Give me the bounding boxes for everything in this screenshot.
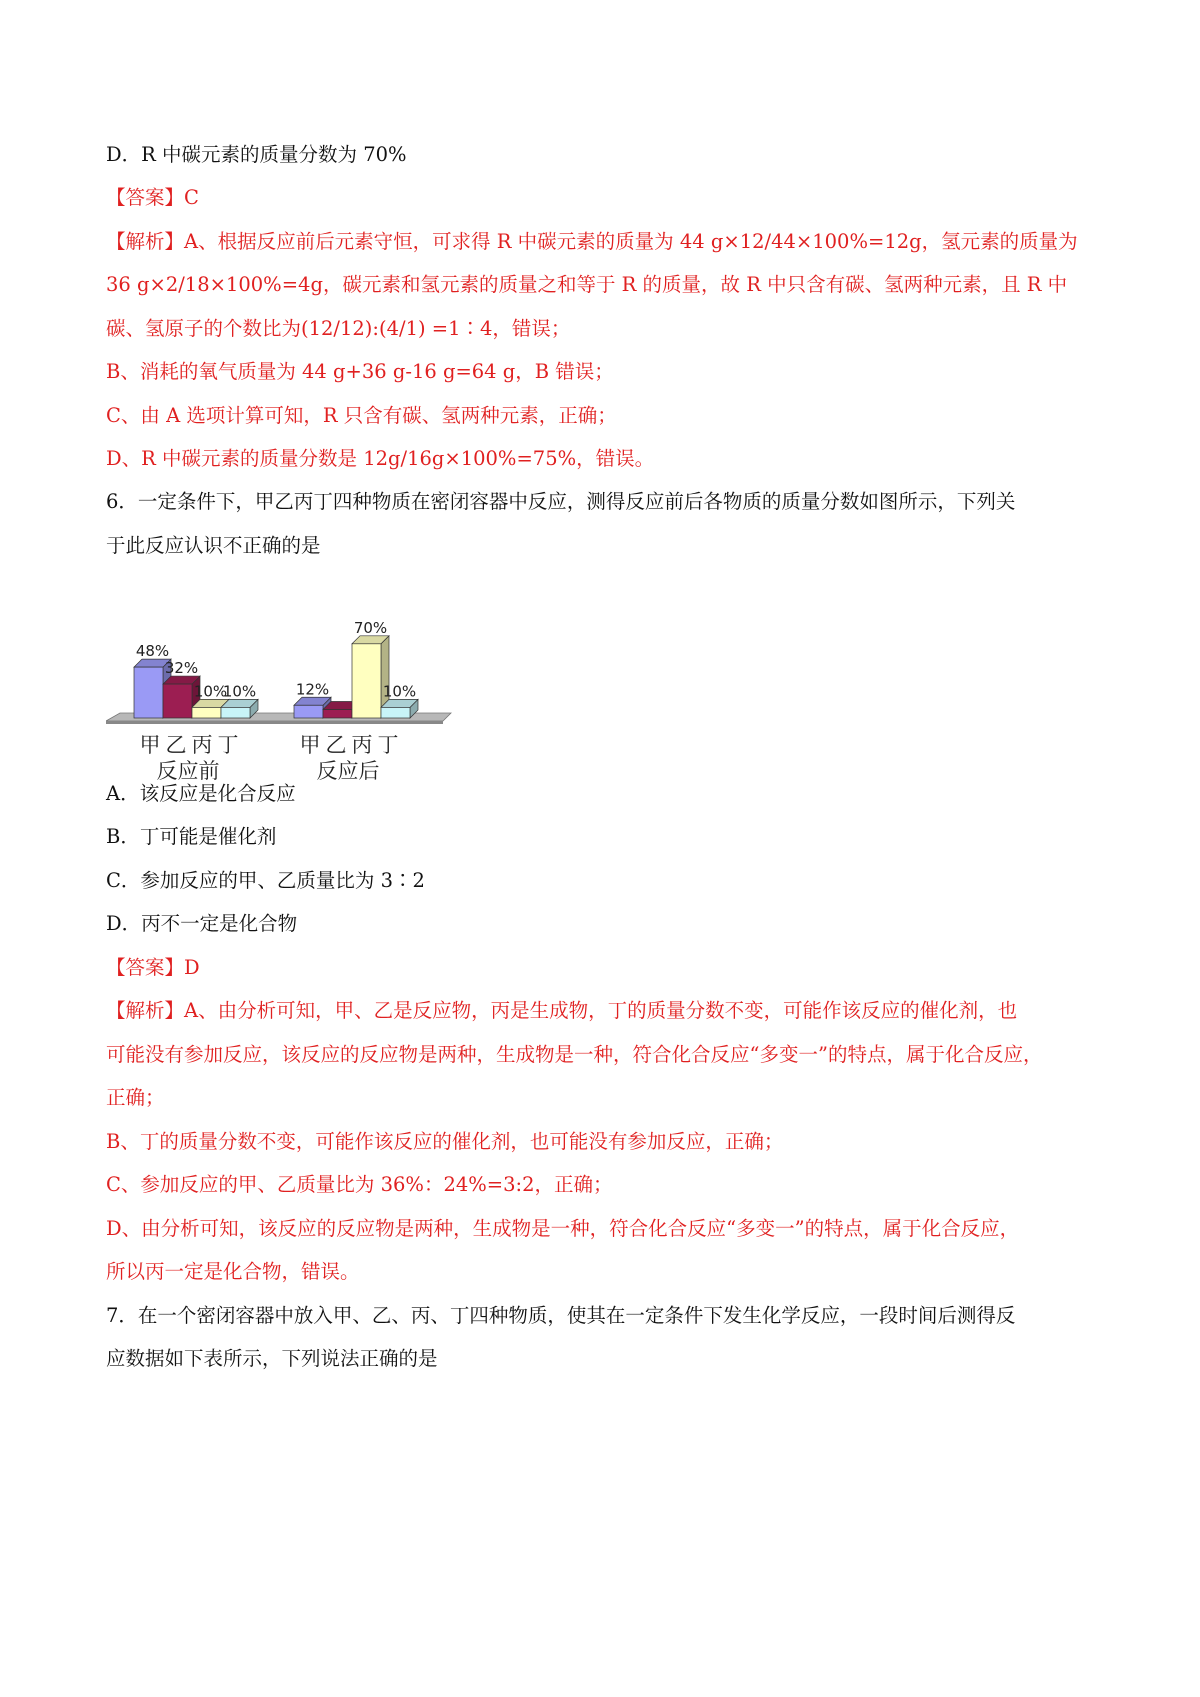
- bar-1-1: [323, 710, 352, 718]
- analysis-q6-d-line1: D、由分析可知，该反应的反应物是两种，生成物是一种，符合化合反应“多变一”的特点，属于化合反应，: [106, 1217, 1020, 1240]
- question-7-line1: 7．在一个密闭容器中放入甲、乙、丙、丁四种物质，使其在一定条件下发生化学反应，一段时间后测得反: [106, 1304, 1016, 1327]
- category-label-0-0: 甲: [139, 733, 161, 757]
- bar-label-0-2: 10%: [193, 682, 228, 701]
- analysis-q5-line3: 碳、氢原子的个数比为(12/12):(4/1) =1∶4，错误；: [106, 317, 571, 340]
- option-a-q6: A．该反应是化合反应: [106, 782, 296, 805]
- bar-label-1-3: 10%: [382, 682, 417, 701]
- analysis-q6-c: C、参加反应的甲、乙质量比为 36%：24%=3:2，正确；: [106, 1173, 613, 1196]
- category-label-0-3: 丁: [217, 733, 239, 757]
- category-label-0-1: 乙: [165, 733, 187, 757]
- analysis-q5-d: D、R 中碳元素的质量分数是 12g/16g×100%=75%，错误。: [106, 447, 655, 470]
- bar-1-2: [352, 644, 381, 718]
- bar-label-1-0: 12%: [295, 680, 330, 699]
- category-label-1-3: 丁: [377, 733, 399, 757]
- analysis-q5-line2: 36 g×2/18×100%=4g，碳元素和氢元素的质量之和等于 R 的质量，故 R 中只含有碳、氢两种元素，且 R 中: [106, 273, 1068, 296]
- bar-0-0: [134, 667, 163, 718]
- question-6-line2: 于此反应认识不正确的是: [106, 534, 321, 557]
- bar-0-3: [221, 707, 250, 718]
- chart-floor-edge: [106, 721, 443, 724]
- option-b-q6: B．丁可能是催化剂: [106, 825, 277, 848]
- analysis-q6-b: B、丁的质量分数不变，可能作该反应的催化剂，也可能没有参加反应，正确；: [106, 1130, 784, 1153]
- bar-label-0-3: 10%: [222, 682, 257, 701]
- bar-1-3: [381, 707, 410, 718]
- category-label-1-1: 乙: [325, 733, 347, 757]
- bar-label-0-1: 32%: [164, 659, 199, 678]
- analysis-q5-c: C、由 A 选项计算可知，R 只含有碳、氢两种元素，正确；: [106, 404, 617, 427]
- category-label-1-2: 丙: [351, 733, 373, 757]
- bar-0-2: [192, 707, 221, 718]
- question-6-line1: 6．一定条件下，甲乙丙丁四种物质在密闭容器中反应，测得反应前后各物质的质量分数如图所示，下列关: [106, 490, 1016, 513]
- bar-label-1-2: 70%: [353, 618, 388, 637]
- bar-1-0: [294, 705, 323, 718]
- option-d-q5: D．R 中碳元素的质量分数为 70%: [106, 143, 407, 166]
- category-label-0-2: 丙: [191, 733, 213, 757]
- option-c-q6: C．参加反应的甲、乙质量比为 3∶2: [106, 869, 425, 892]
- answer-q5: 【答案】C: [106, 186, 199, 209]
- group-label-0: 反应前: [156, 759, 220, 783]
- category-label-1-0: 甲: [299, 733, 321, 757]
- option-d-q6: D．丙不一定是化合物: [106, 912, 298, 935]
- bar-label-0-0: 48%: [135, 642, 170, 661]
- analysis-q6-line1: 【解析】A、由分析可知，甲、乙是反应物，丙是生成物，丁的质量分数不变，可能作该反应的催化剂，也: [106, 999, 1018, 1022]
- bar-0-1: [163, 684, 192, 718]
- question-7-line2: 应数据如下表所示，下列说法正确的是: [106, 1347, 438, 1370]
- analysis-q5-b: B、消耗的氧气质量为 44 g+36 g-16 g=64 g，B 错误；: [106, 360, 614, 383]
- analysis-q6-d-line2: 所以丙一定是化合物，错误。: [106, 1260, 360, 1283]
- analysis-q5-line1: 【解析】A、根据反应前后元素守恒，可求得 R 中碳元素的质量为 44 g×12/44×100%=12g，氢元素的质量为: [106, 230, 1078, 253]
- group-label-1: 反应后: [316, 759, 380, 783]
- analysis-q6-line2: 可能没有参加反应，该反应的反应物是两种，生成物是一种，符合化合反应“多变一”的特点，属于化合反应，: [106, 1043, 1043, 1066]
- answer-q6: 【答案】D: [106, 956, 200, 979]
- analysis-q6-line3: 正确；: [106, 1086, 165, 1109]
